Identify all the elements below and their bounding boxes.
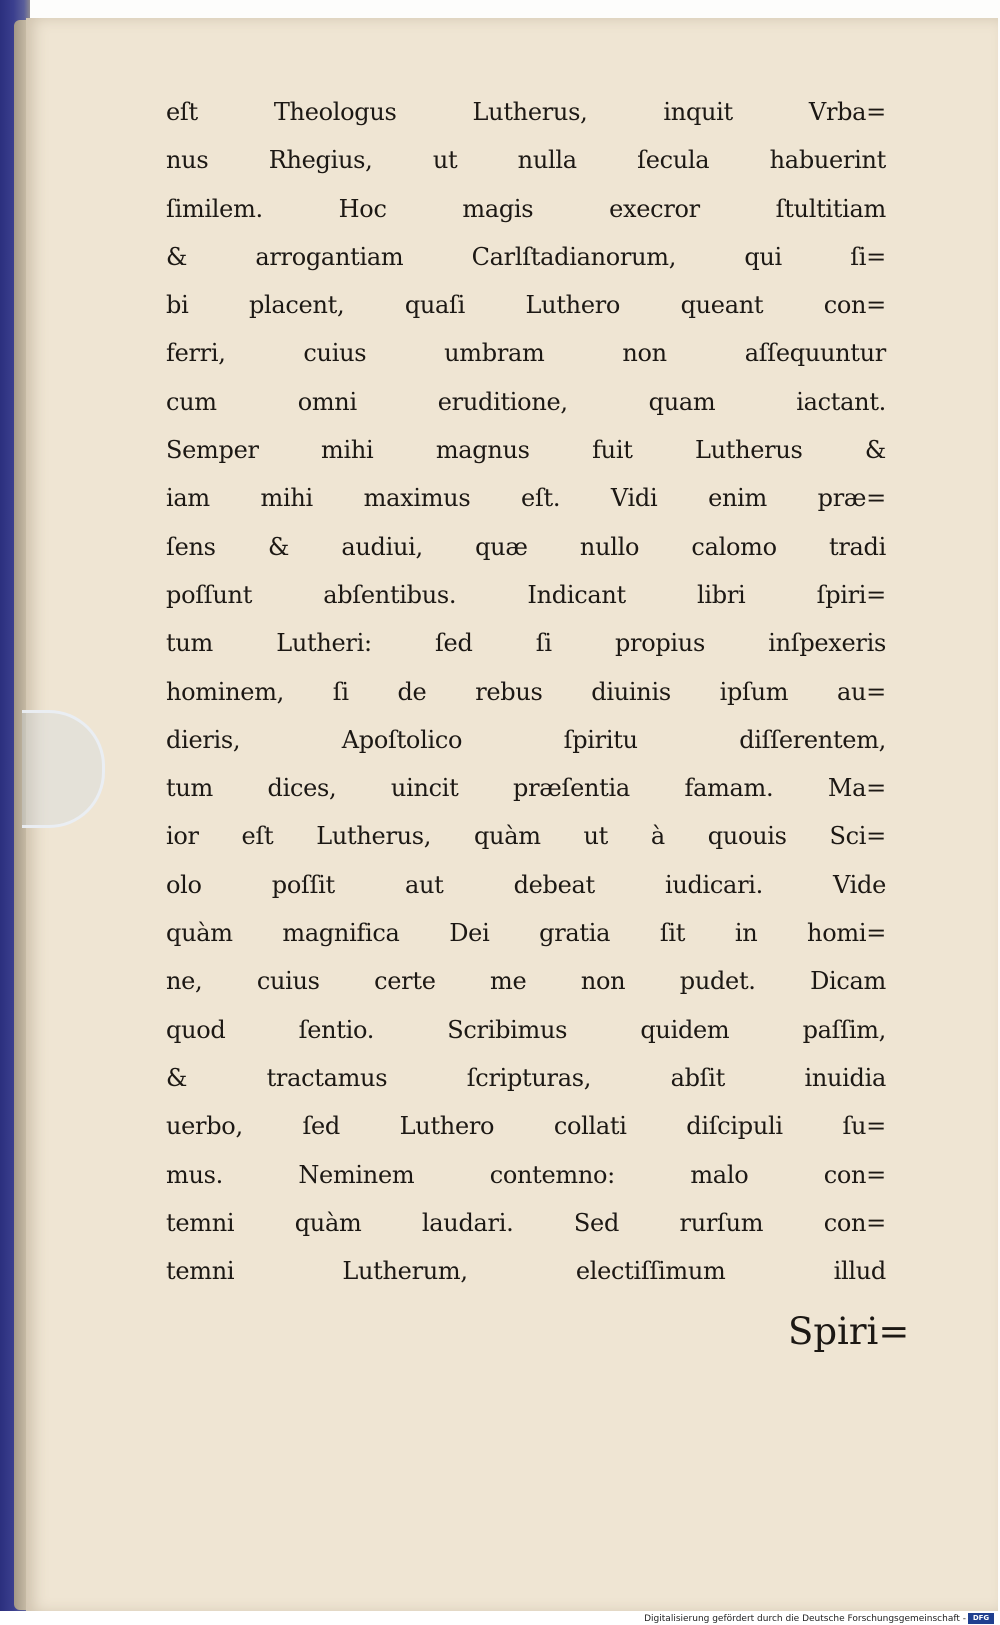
text-line: mus. Neminem contemno: malo con= [166,1160,886,1189]
text-line: & tractamus ſcripturas, abſit inuidia [166,1063,886,1092]
text-line: & arrogantiam Carlſtadianorum, qui ſi= [166,242,886,271]
text-line: hominem, ſi de rebus diuinis ipſum au= [166,677,886,706]
text-line: dieris, Apoſtolico ſpiritu diſſerentem, [166,725,886,754]
funding-credit: Digitalisierung gefördert durch die Deutsche Forschungsgemeinschaft - [644,1614,966,1624]
text-line: Semper mihi magnus fuit Lutherus & [166,436,886,465]
text-line: quàm magnifica Dei gratia ſit in homi= [166,919,886,948]
catchword: Spiri= [788,1310,910,1353]
text-line: temni Lutherum, electiſſimum illud [166,1257,886,1286]
body-text [166,88,886,1295]
dfg-logo-icon: DFG [968,1613,994,1624]
text-line: tum Lutheri: ſed ſi propius inſpexeris [166,629,886,658]
text-line: poſſunt abſentibus. Indicant libri ſpiri= [166,580,886,609]
text-line: ior eſt Lutherus, quàm ut à quouis Sci= [166,822,886,851]
page-clip [22,710,105,828]
text-line: ne, cuius certe me non pudet. Dicam [166,967,886,996]
text-line: quod ſentio. Scribimus quidem paſſim, [166,1015,886,1044]
text-line: eſt Theologus Lutherus, inquit Vrba= [166,98,886,126]
text-line: ferri, cuius umbram non aſſequuntur [166,339,886,368]
text-line: temni quàm laudari. Sed rurſum con= [166,1208,886,1237]
text-line: tum dices, uincit præſentia famam. Ma= [166,774,886,803]
text-line: uerbo, ſed Luthero collati diſcipuli ſu= [166,1112,886,1141]
footer-bar [0,1611,1000,1625]
text-line: iam mihi maximus eſt. Vidi enim præ= [166,484,886,513]
text-line: ſimilem. Hoc magis execror ſtultitiam [166,194,886,223]
text-line: cum omni eruditione, quam iactant. [166,387,886,416]
text-line: bi placent, quaſi Luthero queant con= [166,291,886,320]
text-line: olo poſſit aut debeat iudicari. Vide [166,870,886,899]
text-line: ſens & audiui, quæ nullo calomo tradi [166,532,886,561]
text-line: nus Rhegius, ut nulla ſecula habuerint [166,146,886,175]
